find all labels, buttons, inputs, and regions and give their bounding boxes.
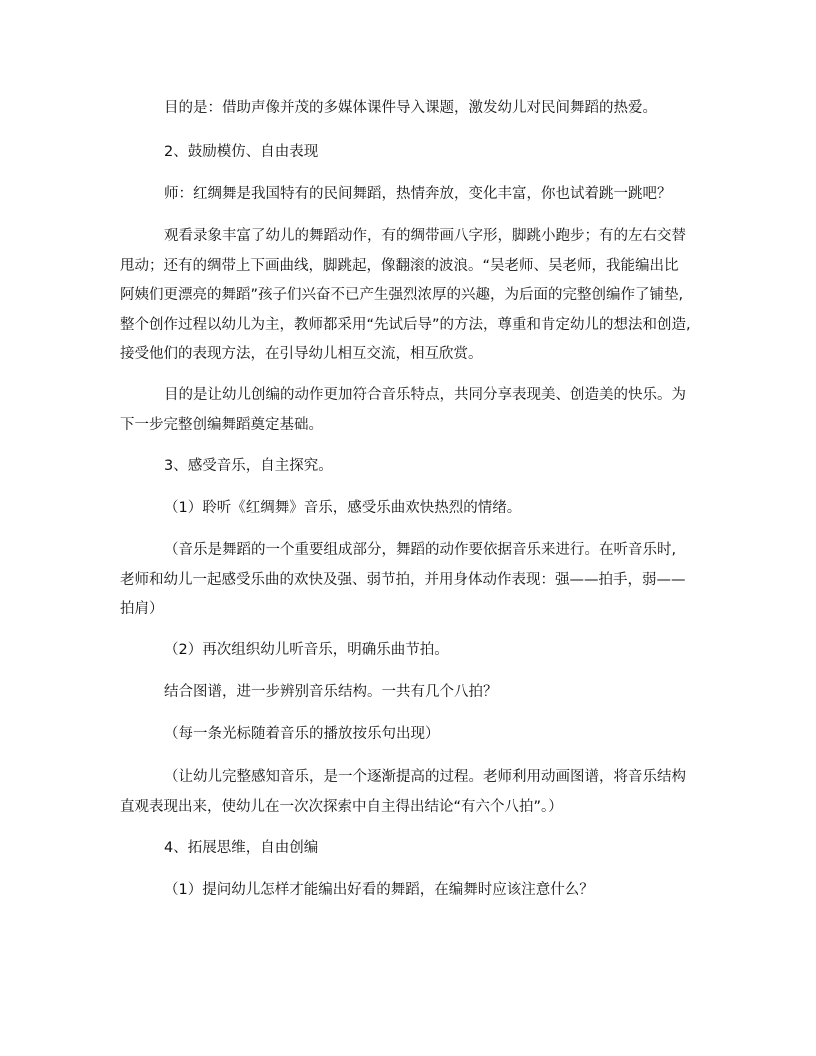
paragraph-score-structure: 结合图谱，进一步辨别音乐结构。一共有几个八拍？ xyxy=(164,684,498,700)
heading-step-4: 4、拓展思维，自由创编 xyxy=(164,840,319,856)
heading-step-2: 2、鼓励模仿、自由表现 xyxy=(164,144,319,160)
text-line: 下一步完整创编舞蹈奠定基础。 xyxy=(120,416,323,433)
text-line: 直观表现出来，使幼儿在一次次探索中自主得出结论“有六个八拍”。） xyxy=(120,798,563,815)
paragraph-purpose-2 xyxy=(120,381,710,440)
paragraph-question: （1）提问幼儿怎样才能编出好看的舞蹈，在编舞时应该注意什么？ xyxy=(164,882,594,898)
text-line: （让幼儿完整感知音乐，是一个逐渐提高的过程。老师利用动画图谱，将音乐结构 xyxy=(164,769,686,785)
text-line: 接受他们的表现方法，在引导幼儿相互交流，相互欣赏。 xyxy=(120,346,483,362)
text-line: 甩动；还有的绸带上下画曲线，脚跳起，像翻滚的波浪。“吴老师、吴老师，我能编出比 xyxy=(120,257,679,274)
paragraph-cursor-note: （每一条光标随着音乐的播放按乐句出现） xyxy=(164,726,440,742)
text-line: 观看录象丰富了幼儿的舞蹈动作，有的绸带画八字形，脚跳小跑步；有的左右交替 xyxy=(164,228,686,244)
paragraph-perception-note xyxy=(120,763,710,822)
text-line: 阿姨们更漂亮的舞蹈”孩子们兴奋不已产生强烈浓厚的兴趣，为后面的完整创编作了铺垫, xyxy=(120,287,684,303)
paragraph-teacher-prompt: 师：红绸舞是我国特有的民间舞蹈，热情奔放，变化丰富，你也试着跳一跳吧？ xyxy=(164,186,672,202)
paragraph-purpose-1: 目的是：借助声像并茂的多媒体课件导入课题，激发幼儿对民间舞蹈的热爱。 xyxy=(164,100,657,116)
heading-step-3: 3、感受音乐，自主探究。 xyxy=(164,458,333,474)
paragraph-listen-1: （1）聆听《红绸舞》音乐，感受乐曲欢快热烈的情绪。 xyxy=(164,500,522,516)
paragraph-listen-2: （2）再次组织幼儿听音乐，明确乐曲节拍。 xyxy=(164,642,449,658)
text-line: 老师和幼儿一起感受乐曲的欢快及强、弱节拍，并用身体动作表现：强——拍手，弱—— xyxy=(120,571,686,588)
paragraph-video-observation xyxy=(120,222,710,370)
text-line: 整个创作过程以幼儿为主，教师都采用“先试后导”的方法，尊重和肯定幼儿的想法和创造, xyxy=(120,316,691,333)
text-line: （音乐是舞蹈的一个重要组成部分，舞蹈的动作要依据音乐来进行。在听音乐时, xyxy=(164,542,677,558)
paragraph-music-note xyxy=(120,536,710,625)
text-line: 目的是让幼儿创编的动作更加符合音乐特点，共同分享表现美、创造美的快乐。为 xyxy=(164,387,686,403)
text-line: 拍肩） xyxy=(120,601,164,617)
